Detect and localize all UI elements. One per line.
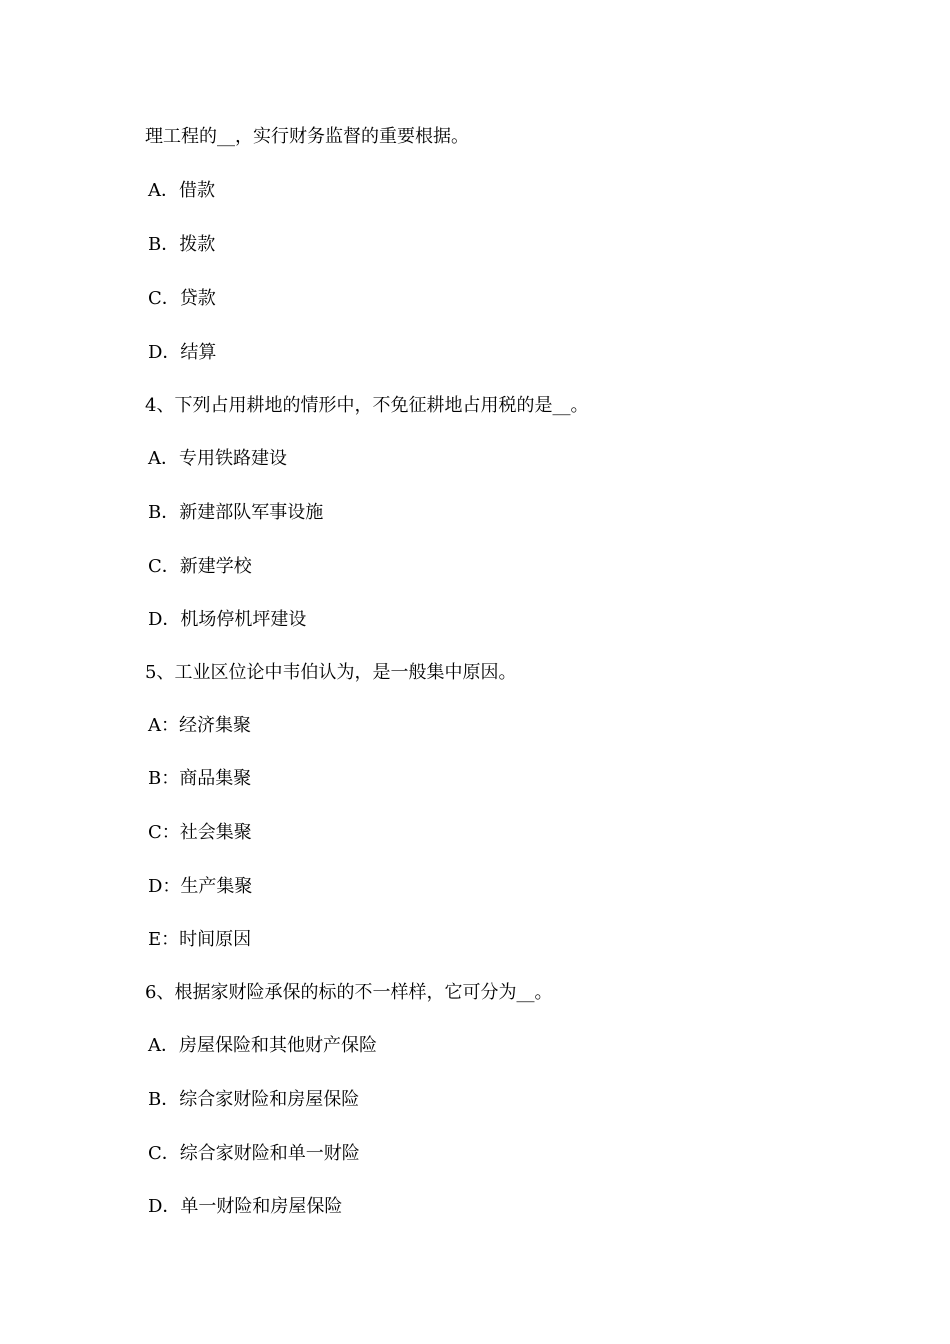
q5-option-a: A：经济集聚	[148, 715, 251, 736]
q6-option-a: A．房屋保险和其他财产保险	[148, 1035, 377, 1056]
option-a: A．借款	[148, 180, 215, 201]
option-c: C．贷款	[148, 288, 216, 309]
q5-option-c: C：社会集聚	[148, 822, 252, 843]
option-d: D．结算	[148, 342, 217, 363]
q5-option-d: D：生产集聚	[148, 876, 253, 897]
q6-option-b: B．综合家财险和房屋保险	[148, 1089, 360, 1110]
q6-option-d: D．单一财险和房屋保险	[148, 1196, 343, 1217]
option-b: B．拨款	[148, 234, 216, 255]
q5-option-e: E：时间原因	[148, 929, 252, 950]
q4-option-b: B．新建部队军事设施	[148, 502, 324, 523]
question-continuation-stem: 理工程的__，实行财务监督的重要根据。	[145, 126, 469, 147]
q4-option-a: A．专用铁路建设	[148, 448, 287, 469]
q4-option-c: C．新建学校	[148, 556, 252, 577]
q5-option-b: B：商品集聚	[148, 768, 252, 789]
question-4-stem: 4、下列占用耕地的情形中，不免征耕地占用税的是__。	[145, 395, 589, 416]
q6-option-c: C．综合家财险和单一财险	[148, 1143, 360, 1164]
question-5-stem: 5、工业区位论中韦伯认为，是一般集中原因。	[145, 662, 517, 683]
question-6-stem: 6、根据家财险承保的标的不一样样，它可分为__。	[145, 982, 553, 1003]
q4-option-d: D．机场停机坪建设	[148, 609, 307, 630]
